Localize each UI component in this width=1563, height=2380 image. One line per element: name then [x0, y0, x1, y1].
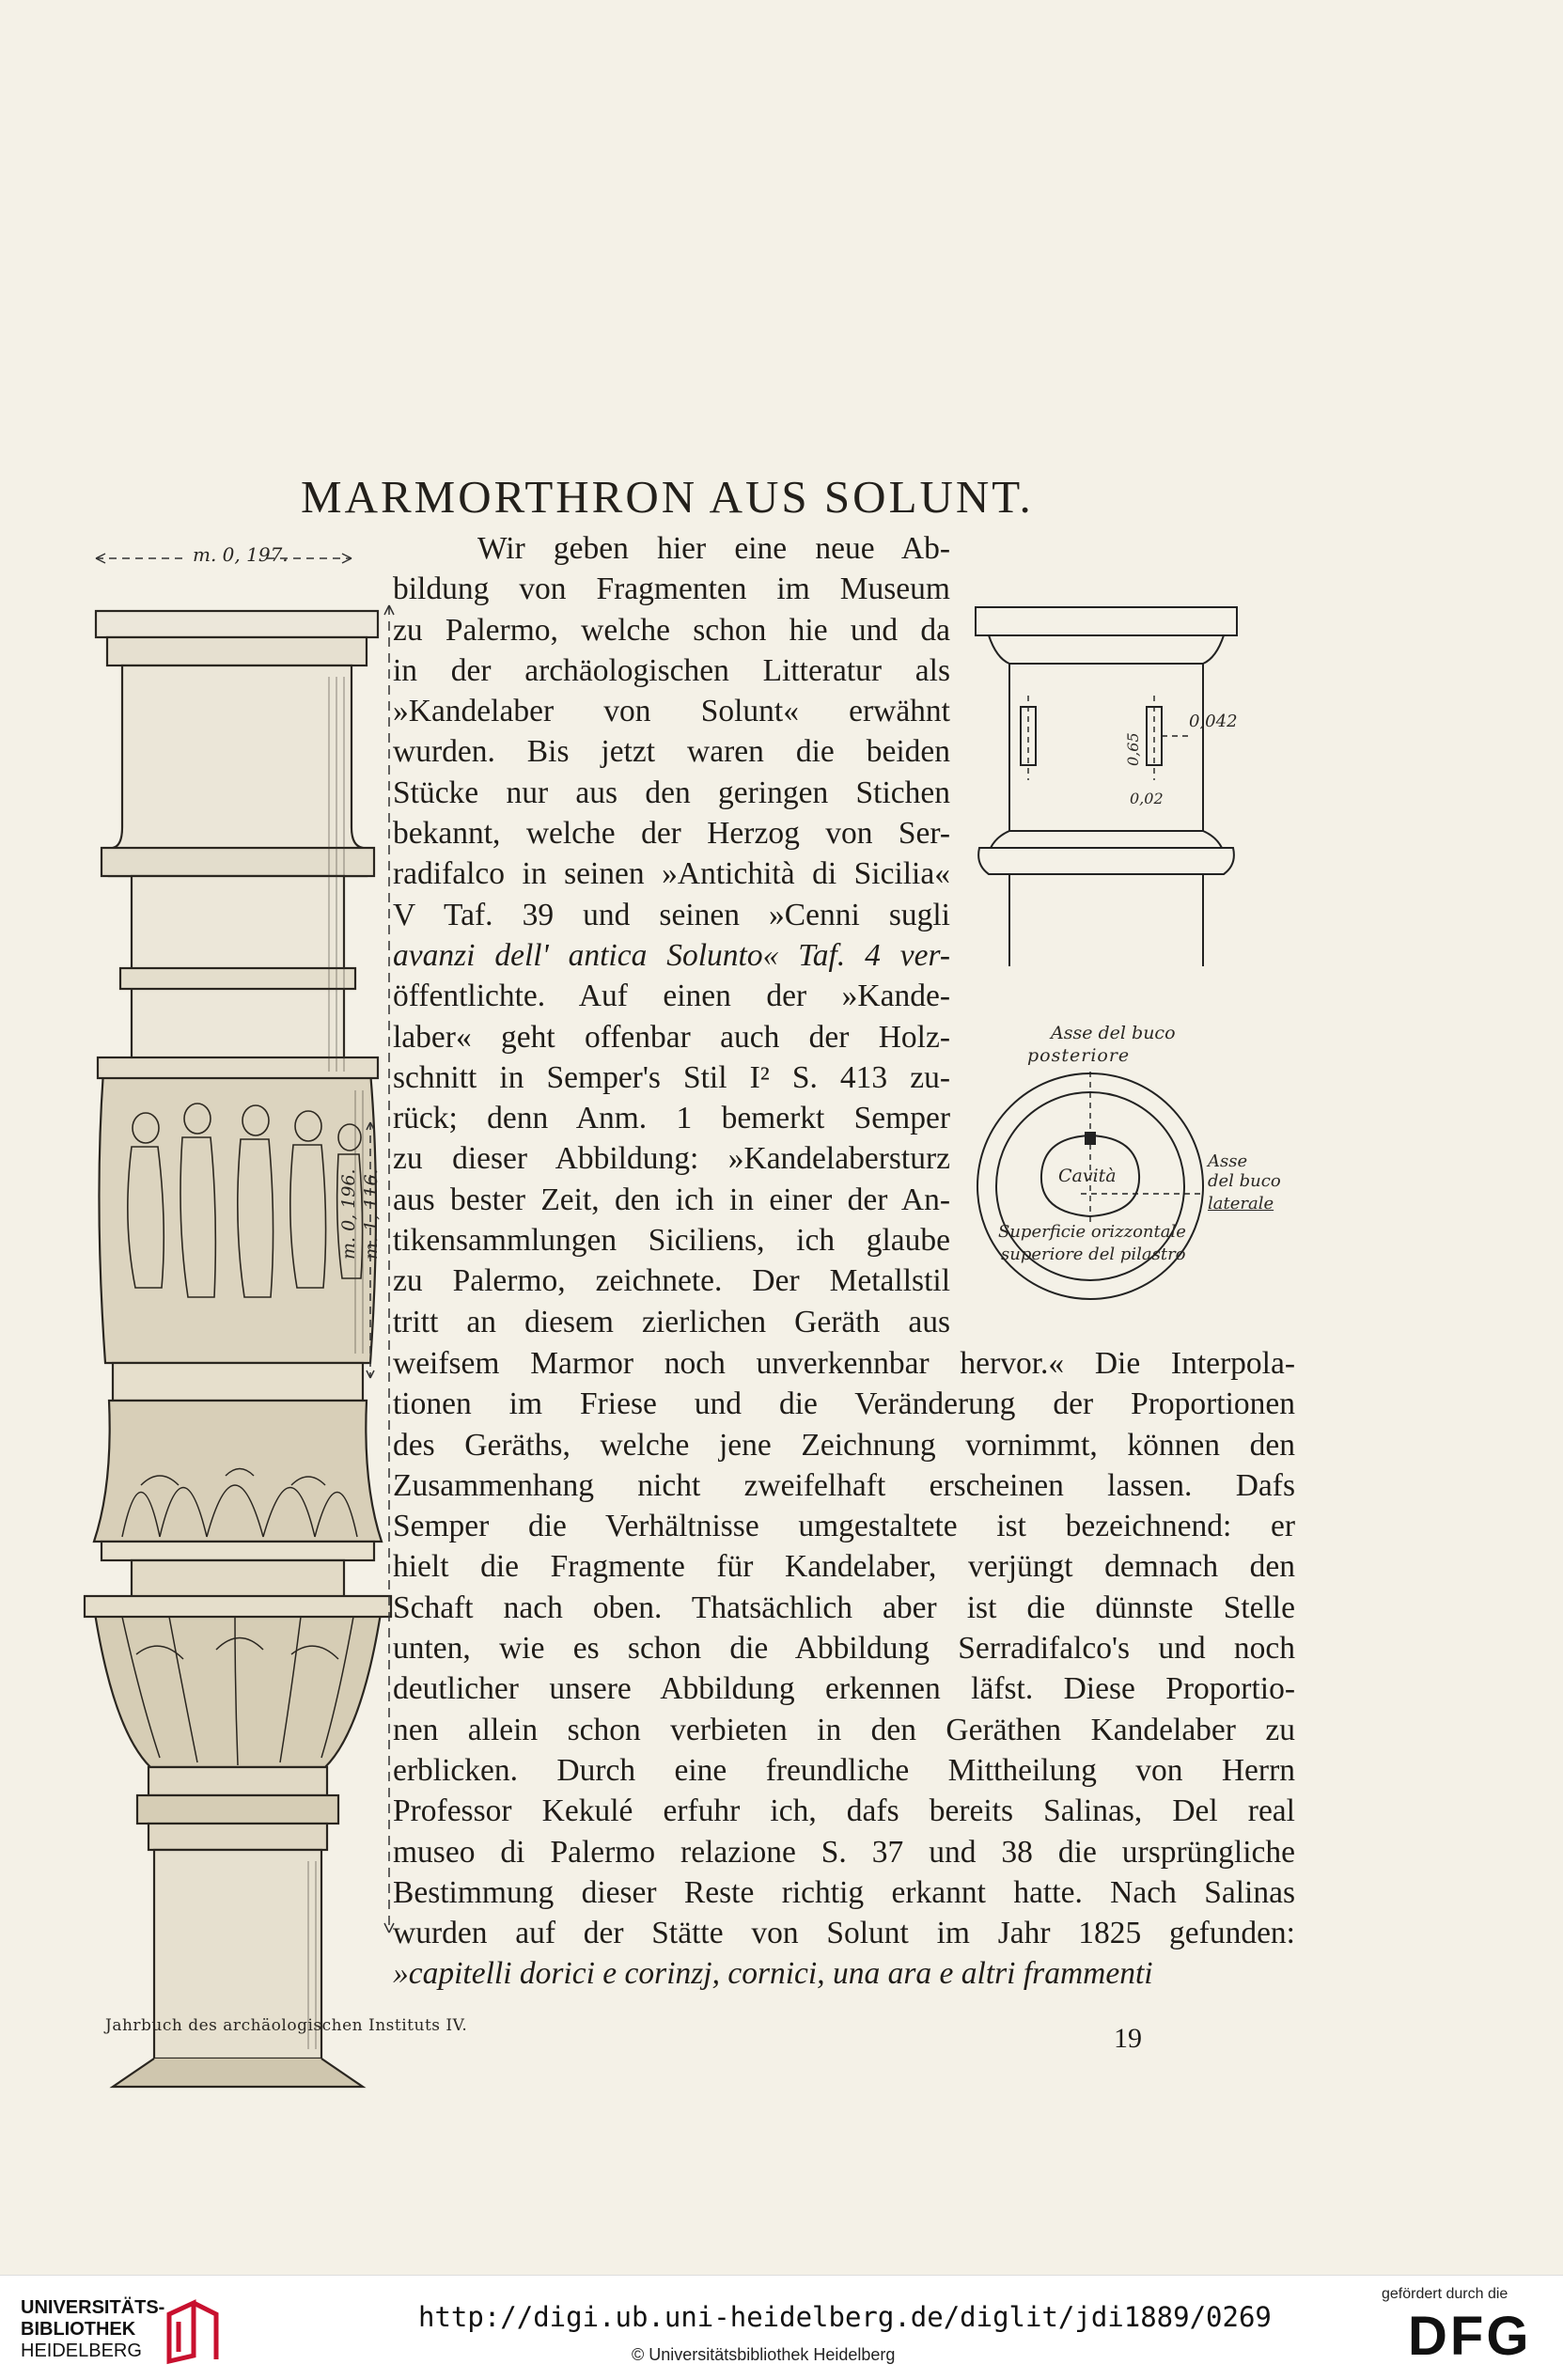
text-line: wurden auf der Stätte von Solunt im Jahr 1825 gefunden: — [393, 1916, 1295, 1951]
page-number: 19 — [1114, 2023, 1142, 2054]
width-label: m. 0, 197. — [193, 543, 289, 566]
text-line: tikensammlungen Siciliens, ich glaube — [393, 1223, 950, 1259]
body-text-wide — [393, 1343, 1295, 1995]
asse-buco-posteriore-2: posteriore — [1027, 1045, 1131, 1066]
superficie-2: superiore del pilastro — [1001, 1245, 1186, 1264]
text-line: bildung von Fragmenten im Museum — [393, 572, 950, 607]
column-illustration — [56, 545, 404, 2134]
text-line: des Geräths, welche jene Zeichnung vornimmt, können den — [393, 1427, 1295, 1463]
text-line: bekannt, welche der Herzog von Ser- — [393, 816, 950, 852]
asse-laterale-2: del buco — [1208, 1171, 1281, 1191]
height-label-2: m. 1, 116. — [361, 1168, 382, 1260]
text-line: Stücke nur aus den geringen Stichen — [393, 775, 950, 810]
text-line: Schaft nach oben. Thatsächlich aber ist die dünnste Stelle — [393, 1589, 1295, 1625]
text-line: »capitelli dorici e corinzj, cornici, una ara e altri frammenti — [393, 1956, 1153, 1992]
text-line: wurden. Bis jetzt waren die beiden — [393, 734, 950, 770]
text-line: unten, wie es schon die Abbildung Serradifalco's und noch — [393, 1631, 1295, 1667]
text-line: radifalco in seinen »Antichità di Sicilia« — [393, 856, 950, 892]
text-line: aus bester Zeit, den ich in einer der An- — [393, 1182, 950, 1217]
copyright-notice: © Universitätsbibliothek Heidelberg — [632, 2345, 896, 2364]
text-line: zu dieser Abbildung: »Kandelabersturz — [393, 1141, 950, 1177]
body-text-narrow — [393, 528, 950, 1342]
text-line: tritt an diesem zierlichen Geräth aus — [393, 1304, 950, 1339]
library-name — [21, 2297, 164, 2362]
document-url[interactable]: http://digi.ub.uni-heidelberg.de/diglit/jdi1889/0269 — [418, 2301, 1272, 2333]
text-line: schnitt in Semper's Stil I² S. 413 zu- — [393, 1059, 950, 1095]
text-line: zu Palermo, zeichnete. Der Metallstil — [393, 1263, 950, 1299]
text-line: Zusammenhang nicht zweifelhaft erscheinen lassen. Dafs — [393, 1467, 1295, 1503]
library-line-1: UNIVERSITÄTS- — [21, 2297, 165, 2318]
library-line-3: HEIDELBERG — [21, 2341, 142, 2361]
dfg-logo: DFG — [1408, 2306, 1532, 2367]
journal-footer: Jahrbuch des archäologischen Instituts IV. — [105, 2016, 468, 2035]
library-line-2: BIBLIOTHEK — [21, 2319, 136, 2340]
funded-by-label: gefördert durch die — [1382, 2286, 1508, 2302]
text-line: rück; denn Anm. 1 bemerkt Semper — [393, 1101, 950, 1136]
height-label-1: m. 0, 196. — [338, 1168, 359, 1260]
text-line: zu Palermo, welche schon hie und da — [393, 612, 950, 648]
text-line: Professor Kekulé erfuhr ich, dafs bereits Salinas, Del real — [393, 1793, 1295, 1829]
text-line: laber« geht offenbar auch der Holz- — [393, 1019, 950, 1055]
text-line: öffentlichte. Auf einen der »Kande- — [393, 979, 950, 1014]
library-logo-icon — [162, 2297, 222, 2365]
text-line: »Kandelaber von Solunt« erwähnt — [393, 694, 950, 729]
label-065: 0,65 — [1124, 732, 1142, 766]
text-line: erblicken. Durch eine freundliche Mittheilung von Herrn — [393, 1752, 1295, 1788]
asse-laterale-1: Asse — [1208, 1151, 1248, 1171]
text-line: weifsem Marmor noch unverkennbar hervor.« Die Interpola- — [393, 1346, 1295, 1381]
page-title: MARMORTHRON AUS SOLUNT. — [301, 471, 1034, 523]
label-002: 0,02 — [1130, 790, 1164, 807]
label-cavita: Cavità — [1058, 1166, 1117, 1186]
label-0042: 0,042 — [1189, 712, 1238, 731]
superficie-1: Superficie orizzontale — [998, 1222, 1186, 1242]
text-line: Wir geben hier eine neue Ab- — [477, 531, 950, 566]
asse-laterale-3: laterale — [1208, 1194, 1274, 1213]
text-line: museo di Palermo relazione S. 37 und 38 die ursprüngliche — [393, 1834, 1295, 1870]
text-line: Semper die Verhältnisse umgestaltete ist bezeichnend: er — [393, 1509, 1295, 1544]
text-line: nen allein schon verbieten in den Geräthen Kandelaber zu — [393, 1712, 1295, 1747]
text-line: in der archäologischen Litteratur als — [393, 652, 950, 688]
text-line: deutlicher unsere Abbildung erkennen läfst. Diese Proportio- — [393, 1671, 1295, 1707]
text-line: V Taf. 39 und seinen »Cenni sugli — [393, 897, 950, 932]
asse-buco-posteriore-1: Asse del buco — [1051, 1023, 1176, 1043]
text-line: hielt die Fragmente für Kandelaber, verjüngt demnach den — [393, 1549, 1295, 1585]
text-line: tionen im Friese und die Veränderung der Proportionen — [393, 1386, 1295, 1422]
text-line: avanzi dell' antica Solunto« Taf. 4 ver- — [393, 937, 950, 973]
text-line: Bestimmung dieser Reste richtig erkannt hatte. Nach Salinas — [393, 1874, 1295, 1910]
pedestal-elevation — [968, 602, 1250, 978]
